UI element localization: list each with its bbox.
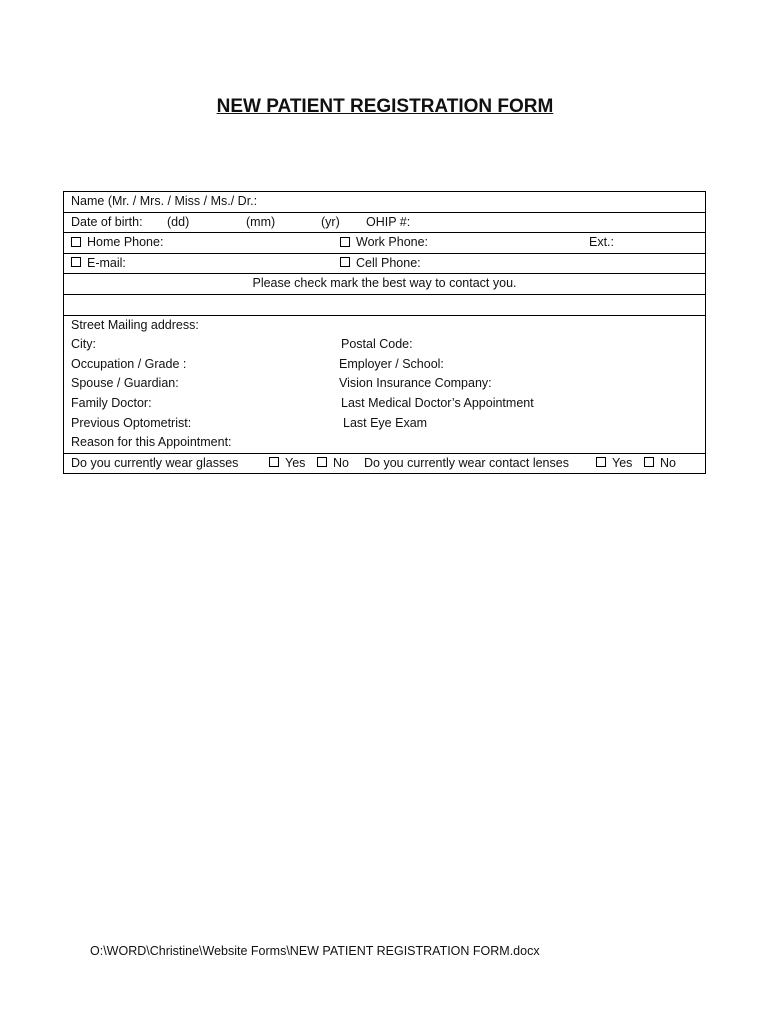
glasses-yes-label: Yes bbox=[285, 455, 306, 470]
dob-month-label: (mm) bbox=[246, 214, 276, 229]
glasses-question: Do you currently wear glasses bbox=[71, 455, 239, 470]
optometrist-row bbox=[64, 414, 705, 434]
ohip-label: OHIP #: bbox=[366, 214, 411, 229]
contacts-yes-label: Yes bbox=[612, 455, 633, 470]
dob-year-label: (yr) bbox=[321, 214, 340, 229]
work-phone-label: Work Phone: bbox=[356, 235, 429, 250]
work-phone-checkbox[interactable] bbox=[340, 237, 350, 247]
reason-label: Reason for this Appointment: bbox=[71, 435, 232, 450]
contacts-no-checkbox[interactable] bbox=[644, 457, 654, 467]
previous-optometrist-label: Previous Optometrist: bbox=[71, 415, 192, 430]
glasses-no-label: No bbox=[333, 455, 349, 470]
email-row bbox=[64, 253, 705, 274]
email-checkbox[interactable] bbox=[71, 257, 81, 267]
employer-label: Employer / School: bbox=[339, 356, 444, 371]
contact-note-row bbox=[64, 273, 705, 294]
last-eye-exam-label: Last Eye Exam bbox=[343, 415, 428, 430]
registration-form bbox=[63, 191, 706, 474]
last-medical-label: Last Medical Doctor’s Appointment bbox=[341, 395, 534, 410]
contacts-no-label: No bbox=[660, 455, 676, 470]
glasses-no-checkbox[interactable] bbox=[317, 457, 327, 467]
eyewear-row bbox=[64, 453, 705, 474]
glasses-yes-checkbox[interactable] bbox=[269, 457, 279, 467]
name-label: Name (Mr. / Mrs. / Miss / Ms./ Dr.: bbox=[71, 194, 258, 208]
contacts-question: Do you currently wear contact lenses bbox=[364, 455, 569, 470]
spouse-row bbox=[64, 374, 705, 394]
family-doctor-label: Family Doctor: bbox=[71, 395, 152, 410]
contact-note: Please check mark the best way to contact you. bbox=[252, 276, 517, 291]
home-phone-label: Home Phone: bbox=[87, 235, 164, 250]
street-row bbox=[64, 315, 705, 336]
dob-day-label: (dd) bbox=[167, 214, 190, 229]
file-path-footer: O:\WORD\Christine\Website Forms\NEW PATIENT REGISTRATION FORM.docx bbox=[90, 944, 540, 958]
phone-row bbox=[64, 232, 705, 253]
form-title: NEW PATIENT REGISTRATION FORM bbox=[216, 96, 554, 117]
insurance-label: Vision Insurance Company: bbox=[339, 376, 492, 391]
dob-label: Date of birth: bbox=[71, 214, 143, 229]
cell-phone-label: Cell Phone: bbox=[356, 255, 421, 270]
ext-label: Ext.: bbox=[589, 235, 615, 250]
reason-row bbox=[64, 433, 705, 453]
email-label: E-mail: bbox=[87, 255, 126, 270]
family-doctor-row bbox=[64, 394, 705, 414]
occupation-row bbox=[64, 355, 705, 375]
contacts-yes-checkbox[interactable] bbox=[596, 457, 606, 467]
blank-row bbox=[64, 294, 705, 315]
cell-phone-checkbox[interactable] bbox=[340, 257, 350, 267]
city-label: City: bbox=[71, 337, 96, 352]
home-phone-checkbox[interactable] bbox=[71, 237, 81, 247]
spouse-label: Spouse / Guardian: bbox=[71, 376, 179, 391]
city-row bbox=[64, 335, 705, 355]
occupation-label: Occupation / Grade : bbox=[71, 356, 187, 371]
postal-code-label: Postal Code: bbox=[341, 337, 413, 352]
street-label: Street Mailing address: bbox=[71, 317, 199, 332]
name-row bbox=[64, 192, 705, 212]
dob-row bbox=[64, 212, 705, 233]
